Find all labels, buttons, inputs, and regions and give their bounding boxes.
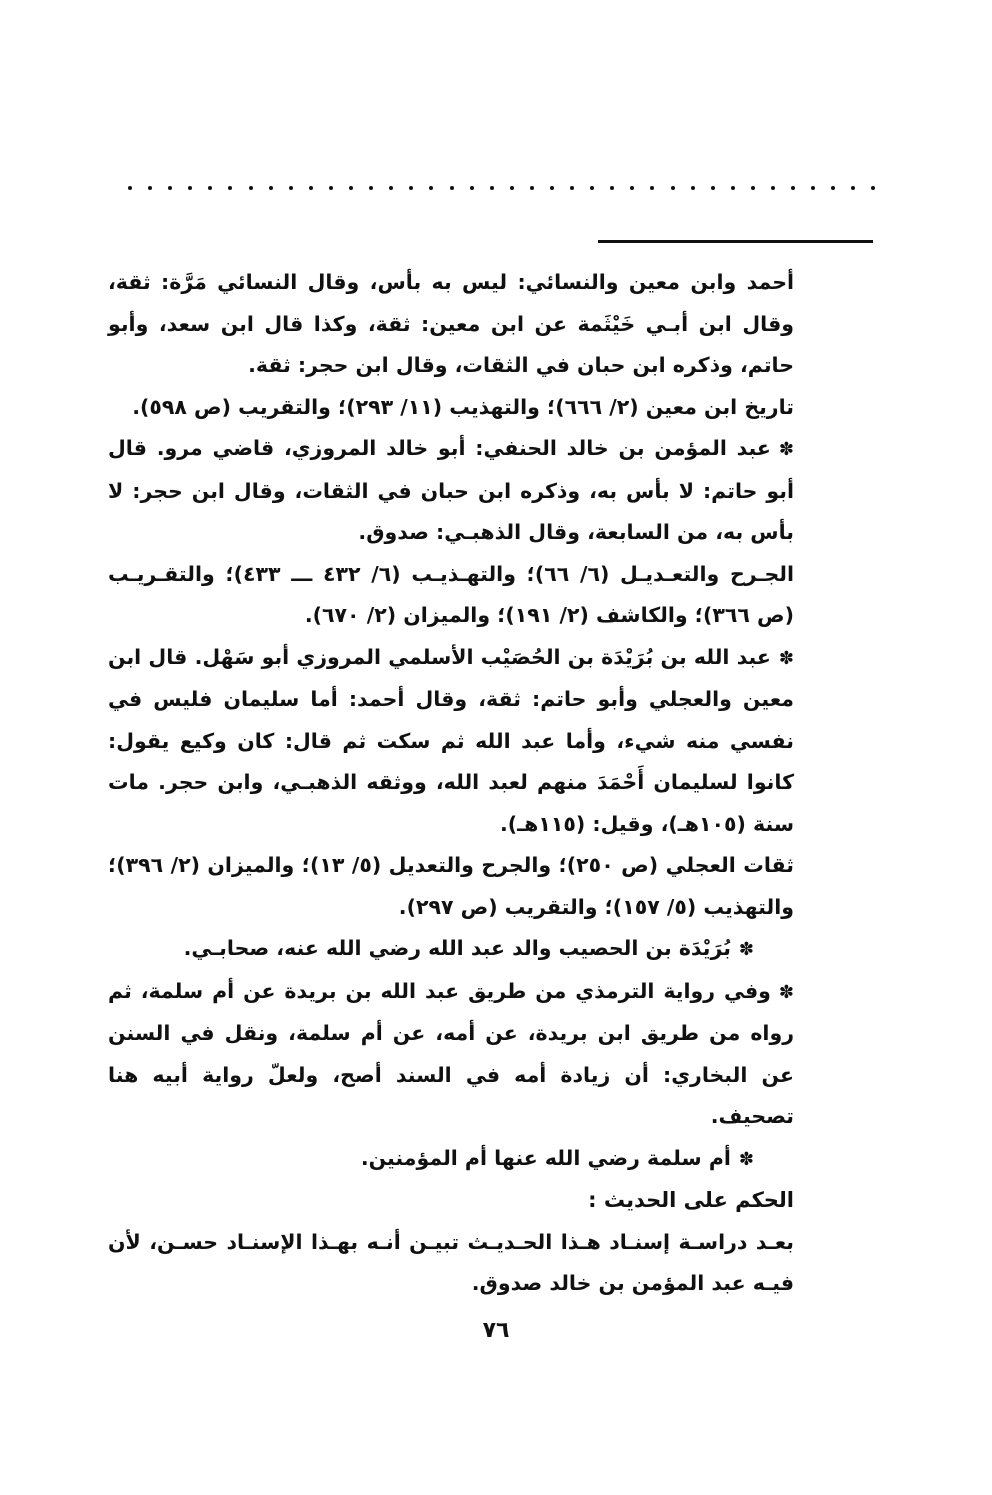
star-bullet-icon (771, 979, 794, 1003)
separator-dot (771, 186, 775, 190)
star-bullet-icon (731, 1146, 754, 1170)
separator-dot (309, 186, 313, 190)
separator-dot (711, 186, 715, 190)
separator-dot (671, 186, 675, 190)
dotted-separator (128, 180, 876, 196)
narrator-entry (108, 637, 794, 846)
separator-dot (650, 186, 654, 190)
narrator-entry (108, 1138, 794, 1181)
star-bullet-icon (771, 645, 794, 669)
separator-dot (590, 186, 594, 190)
separator-dot (630, 186, 634, 190)
separator-dot (429, 186, 433, 190)
separator-dot (128, 186, 132, 190)
narrator-entry (108, 428, 794, 554)
separator-dot (188, 186, 192, 190)
ruling-text: بعـد دراسـة إسنـاد هـذا الحـديـث تبيـن أنـه بهـذا الإسنـاد حسـن، لأن فيـه عبد المؤمن بن خالد صدوق. (108, 1229, 794, 1295)
separator-dot (871, 186, 875, 190)
separator-dot (731, 186, 735, 190)
citation-sources: تاريخ ابن معين (٢/ ٦٦٦)؛ والتهذيب (١١/ ٢٩٣)؛ والتقريب (ص ٥٩٨). (132, 394, 794, 419)
footnote-rule (598, 240, 873, 243)
separator-dot (610, 186, 614, 190)
separator-dot (168, 186, 172, 190)
separator-dot (490, 186, 494, 190)
narrator-entry-continued: أحمد وابن معين والنسائي: ليس به بأس، وقال النسائي مَرَّة: ثقة، وقال ابن أبـي خَيْثَمة عن ابن معين: ثقة، وكذا قال ابن سعد، وأبو حاتم، وذكره ابن حبان في الثقات، وقال ابن حجر: ثقة. (108, 270, 794, 377)
citation-sources: الجـرح والتعـديـل (٦/ ٦٦)؛ والتهـذيـب (٦/ ٤٣٢ ـــ ٤٣٣)؛ والتقـريـب (ص ٣٦٦)؛ والكاشف (٢/ ١٩١)؛ والميزان (٢/ ٦٧٠). (108, 561, 795, 627)
separator-dot (791, 186, 795, 190)
separator-dot (208, 186, 212, 190)
star-bullet-icon (771, 436, 794, 460)
page-number: ٧٦ (482, 1318, 510, 1343)
star-bullet-icon (731, 936, 754, 960)
separator-dot (289, 186, 293, 190)
separator-dot (228, 186, 232, 190)
note-entry (108, 971, 794, 1138)
narrator-entry-text: أم سلمة رضي الله عنها أم المؤمنين. (360, 1145, 731, 1170)
separator-dot (851, 186, 855, 190)
separator-dot (751, 186, 755, 190)
note-entry-text: وفي رواية الترمذي من طريق عبد الله بن بريدة عن أم سلمة، ثم رواه من طريق ابن بريدة، عن أمه، عن أم سلمة، ونقل في السنن عن البخاري: أن زيادة أمه في السند أصح، ولعلّ رواية أبيه هنا تصحيف. (108, 978, 794, 1128)
separator-dot (470, 186, 474, 190)
separator-dot (249, 186, 253, 190)
page-body (108, 262, 794, 1305)
separator-dot (811, 186, 815, 190)
narrator-entry (108, 928, 794, 971)
separator-dot (389, 186, 393, 190)
separator-dot (831, 186, 835, 190)
separator-dot (369, 186, 373, 190)
section-heading: الحكم على الحديث : (588, 1188, 794, 1212)
separator-dot (269, 186, 273, 190)
separator-dot (550, 186, 554, 190)
separator-dot (570, 186, 574, 190)
separator-dot (148, 186, 152, 190)
citation-sources: ثقات العجلي (ص ٢٥٠)؛ والجرح والتعديل (٥/ ١٣)؛ والميزان (٢/ ٣٩٦)؛ والتهذيب (٥/ ١٥٧)؛ والتقريب (ص ٢٩٧). (108, 853, 794, 919)
separator-dot (409, 186, 413, 190)
separator-dot (691, 186, 695, 190)
separator-dot (349, 186, 353, 190)
narrator-entry-text: عبد المؤمن بن خالد الحنفي: أبو خالد المروزي، قاضي مرو. قال أبو حاتم: لا بأس به، وذكره ابن حبان في الثقات، وقال ابن حجر: لا بأس به، من السابعة، وقال الذهبـي: صدوق. (108, 436, 794, 544)
separator-dot (510, 186, 514, 190)
narrator-entry-text: عبد الله بن بُرَيْدَة بن الحُصَيْب الأسلمي المروزي أبو سَهْل. قال ابن معين والعجلي وأبو حاتم: ثقة، وقال أحمد: أما سليمان فليس في نفسي منه شيء، وأما عبد الله ثم سكت ثم قال: كان وكيع يقول: كانوا لسليمان أَحْمَدَ منهم لعبد الله، ووثقه الذهبـي، وابن حجر. مات سنة (١٠٥هـ)، وقيل: (١١٥هـ). (108, 644, 794, 836)
separator-dot (450, 186, 454, 190)
narrator-entry-text: بُرَيْدَة بن الحصيب والد عبد الله رضي الله عنه، صحابـي. (183, 936, 731, 960)
separator-dot (329, 186, 333, 190)
separator-dot (530, 186, 534, 190)
